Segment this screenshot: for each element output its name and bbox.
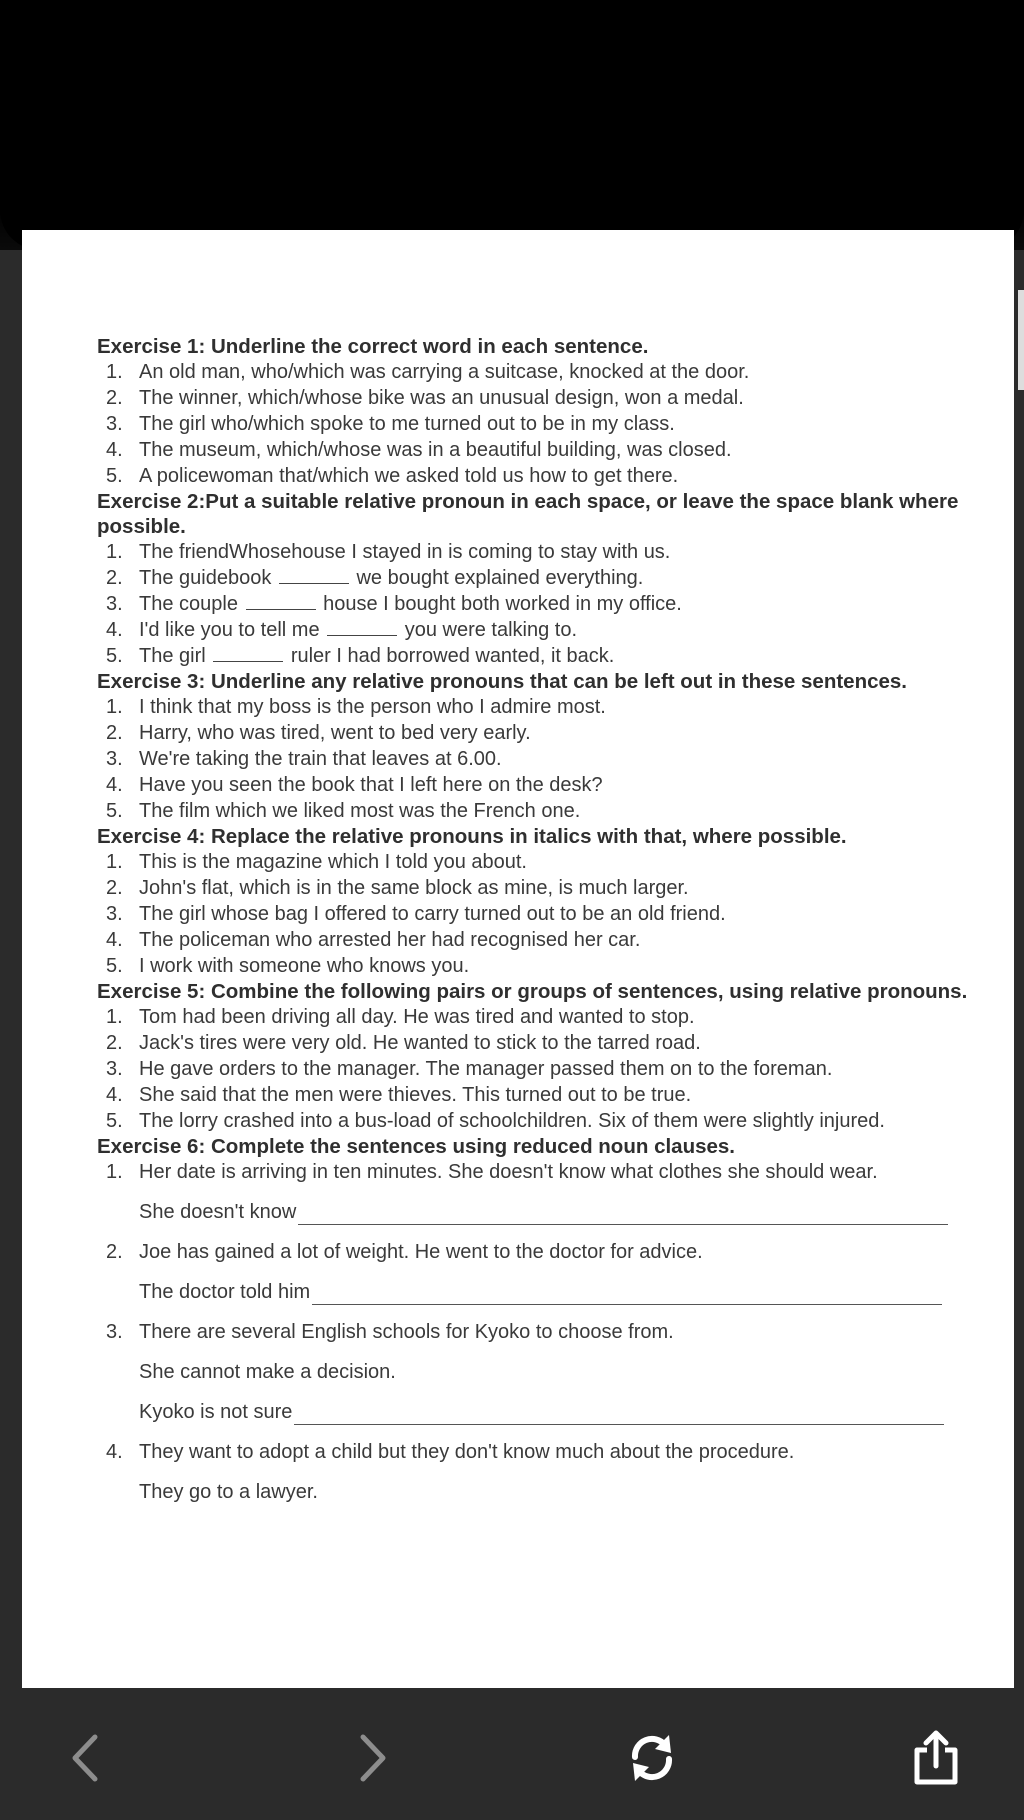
list-item: 4. Have you seen the book that I left here on the desk? bbox=[106, 774, 603, 796]
exercise-5 bbox=[97, 979, 1017, 1134]
back-button[interactable] bbox=[55, 1728, 115, 1788]
list-item: 4. They want to adopt a child but they don't know much about the procedure. They go to a lawyer. bbox=[97, 1439, 1017, 1505]
extra-sentence: She cannot make a decision. bbox=[139, 1361, 396, 1383]
list-item: 2. The winner, which/whose bike was an unusual design, won a medal. bbox=[106, 387, 744, 409]
extra-sentence: They go to a lawyer. bbox=[139, 1481, 318, 1503]
list-item: 1. An old man, who/which was carrying a suitcase, knocked at the door. bbox=[106, 361, 750, 383]
exercise-title: Exercise 4: Replace the relative pronouns in italics with that, where possible. bbox=[97, 825, 847, 848]
list-item: 2. The guidebook we bought explained everything. bbox=[106, 567, 644, 589]
list-item: 5. The girl ruler I had borrowed wanted, it back. bbox=[106, 645, 615, 667]
blank-line bbox=[279, 565, 349, 584]
exercise-title: Exercise 6: Complete the sentences using reduced noun clauses. bbox=[97, 1135, 735, 1158]
exercise-1 bbox=[97, 334, 1017, 489]
share-icon bbox=[911, 1730, 961, 1786]
list-item: 2. John's flat, which is in the same block as mine, is much larger. bbox=[106, 877, 689, 899]
exercise-2 bbox=[97, 489, 1017, 669]
chevron-right-icon bbox=[355, 1733, 391, 1783]
list-item: 3. The couple house I bought both worked in my office. bbox=[106, 593, 682, 615]
list-item: 2. Harry, who was tired, went to bed very early. bbox=[106, 722, 531, 744]
answer-line: Kyoko is not sure bbox=[139, 1399, 1017, 1425]
list-item: 4. The museum, which/whose was in a beautiful building, was closed. bbox=[106, 439, 732, 461]
list-item: 4. She said that the men were thieves. This turned out to be true. bbox=[106, 1084, 692, 1106]
list-item: 3. The girl whose bag I offered to carry turned out to be an old friend. bbox=[106, 903, 726, 925]
list-item: 1. Tom had been driving all day. He was tired and wanted to stop. bbox=[106, 1006, 695, 1028]
list-item: 4. I'd like you to tell me you were talking to. bbox=[106, 619, 578, 641]
list-item: 4. The policeman who arrested her had recognised her car. bbox=[106, 929, 641, 951]
exercise-3 bbox=[97, 669, 1017, 824]
refresh-button[interactable] bbox=[622, 1728, 682, 1788]
exercise-6 bbox=[97, 1134, 1017, 1505]
list-item: 1. The friendWhosehouse I stayed in is coming to stay with us. bbox=[106, 541, 671, 563]
scroll-indicator[interactable] bbox=[1018, 290, 1024, 390]
list-item: 5. A policewoman that/which we asked told us how to get there. bbox=[106, 465, 679, 487]
answer-line: The doctor told him bbox=[139, 1279, 1017, 1305]
list-item: 1. This is the magazine which I told you about. bbox=[106, 851, 527, 873]
list-item: 5. The film which we liked most was the French one. bbox=[106, 800, 581, 822]
exercise-title: Exercise 5: Combine the following pairs or groups of sentences, using relative pronouns. bbox=[97, 980, 968, 1003]
list-item: 3. The girl who/which spoke to me turned out to be in my class. bbox=[106, 413, 675, 435]
list-item: 2. Joe has gained a lot of weight. He went to the doctor for advice. The doctor told him bbox=[97, 1239, 1017, 1305]
list-item: 3. There are several English schools for Kyoko to choose from. She cannot make a decision. Kyoko is not sure bbox=[97, 1319, 1017, 1425]
list-item: 2. Jack's tires were very old. He wanted to stick to the tarred road. bbox=[106, 1032, 701, 1054]
chevron-left-icon bbox=[67, 1733, 103, 1783]
list-item: 5. The lorry crashed into a bus-load of schoolchildren. Six of them were slightly injured. bbox=[106, 1110, 885, 1132]
refresh-icon bbox=[625, 1731, 679, 1785]
browser-toolbar bbox=[0, 1688, 1024, 1820]
exercise-title: Exercise 2:Put a suitable relative pronoun in each space, or leave the space blank where possible. bbox=[97, 490, 959, 538]
exercise-4 bbox=[97, 824, 1017, 979]
list-item: 1. I think that my boss is the person who I admire most. bbox=[106, 696, 606, 718]
list-item: 5. I work with someone who knows you. bbox=[106, 955, 470, 977]
blank-line bbox=[213, 643, 283, 662]
forward-button[interactable] bbox=[343, 1728, 403, 1788]
exercise-title: Exercise 3: Underline any relative pronouns that can be left out in these sentences. bbox=[97, 670, 907, 693]
exercise-title: Exercise 1: Underline the correct word in each sentence. bbox=[97, 335, 649, 358]
blank-line bbox=[246, 591, 316, 610]
blank-line bbox=[327, 617, 397, 636]
list-item: 1. Her date is arriving in ten minutes. She doesn't know what clothes she should wear. She doesn't know bbox=[97, 1159, 1017, 1225]
list-item: 3. We're taking the train that leaves at 6.00. bbox=[106, 748, 502, 770]
worksheet-content bbox=[97, 334, 1017, 1519]
share-button[interactable] bbox=[906, 1728, 966, 1788]
worksheet-page bbox=[22, 230, 1014, 1688]
answer-line: She doesn't know bbox=[139, 1199, 1017, 1225]
list-item: 3. He gave orders to the manager. The manager passed them on to the foreman. bbox=[106, 1058, 833, 1080]
